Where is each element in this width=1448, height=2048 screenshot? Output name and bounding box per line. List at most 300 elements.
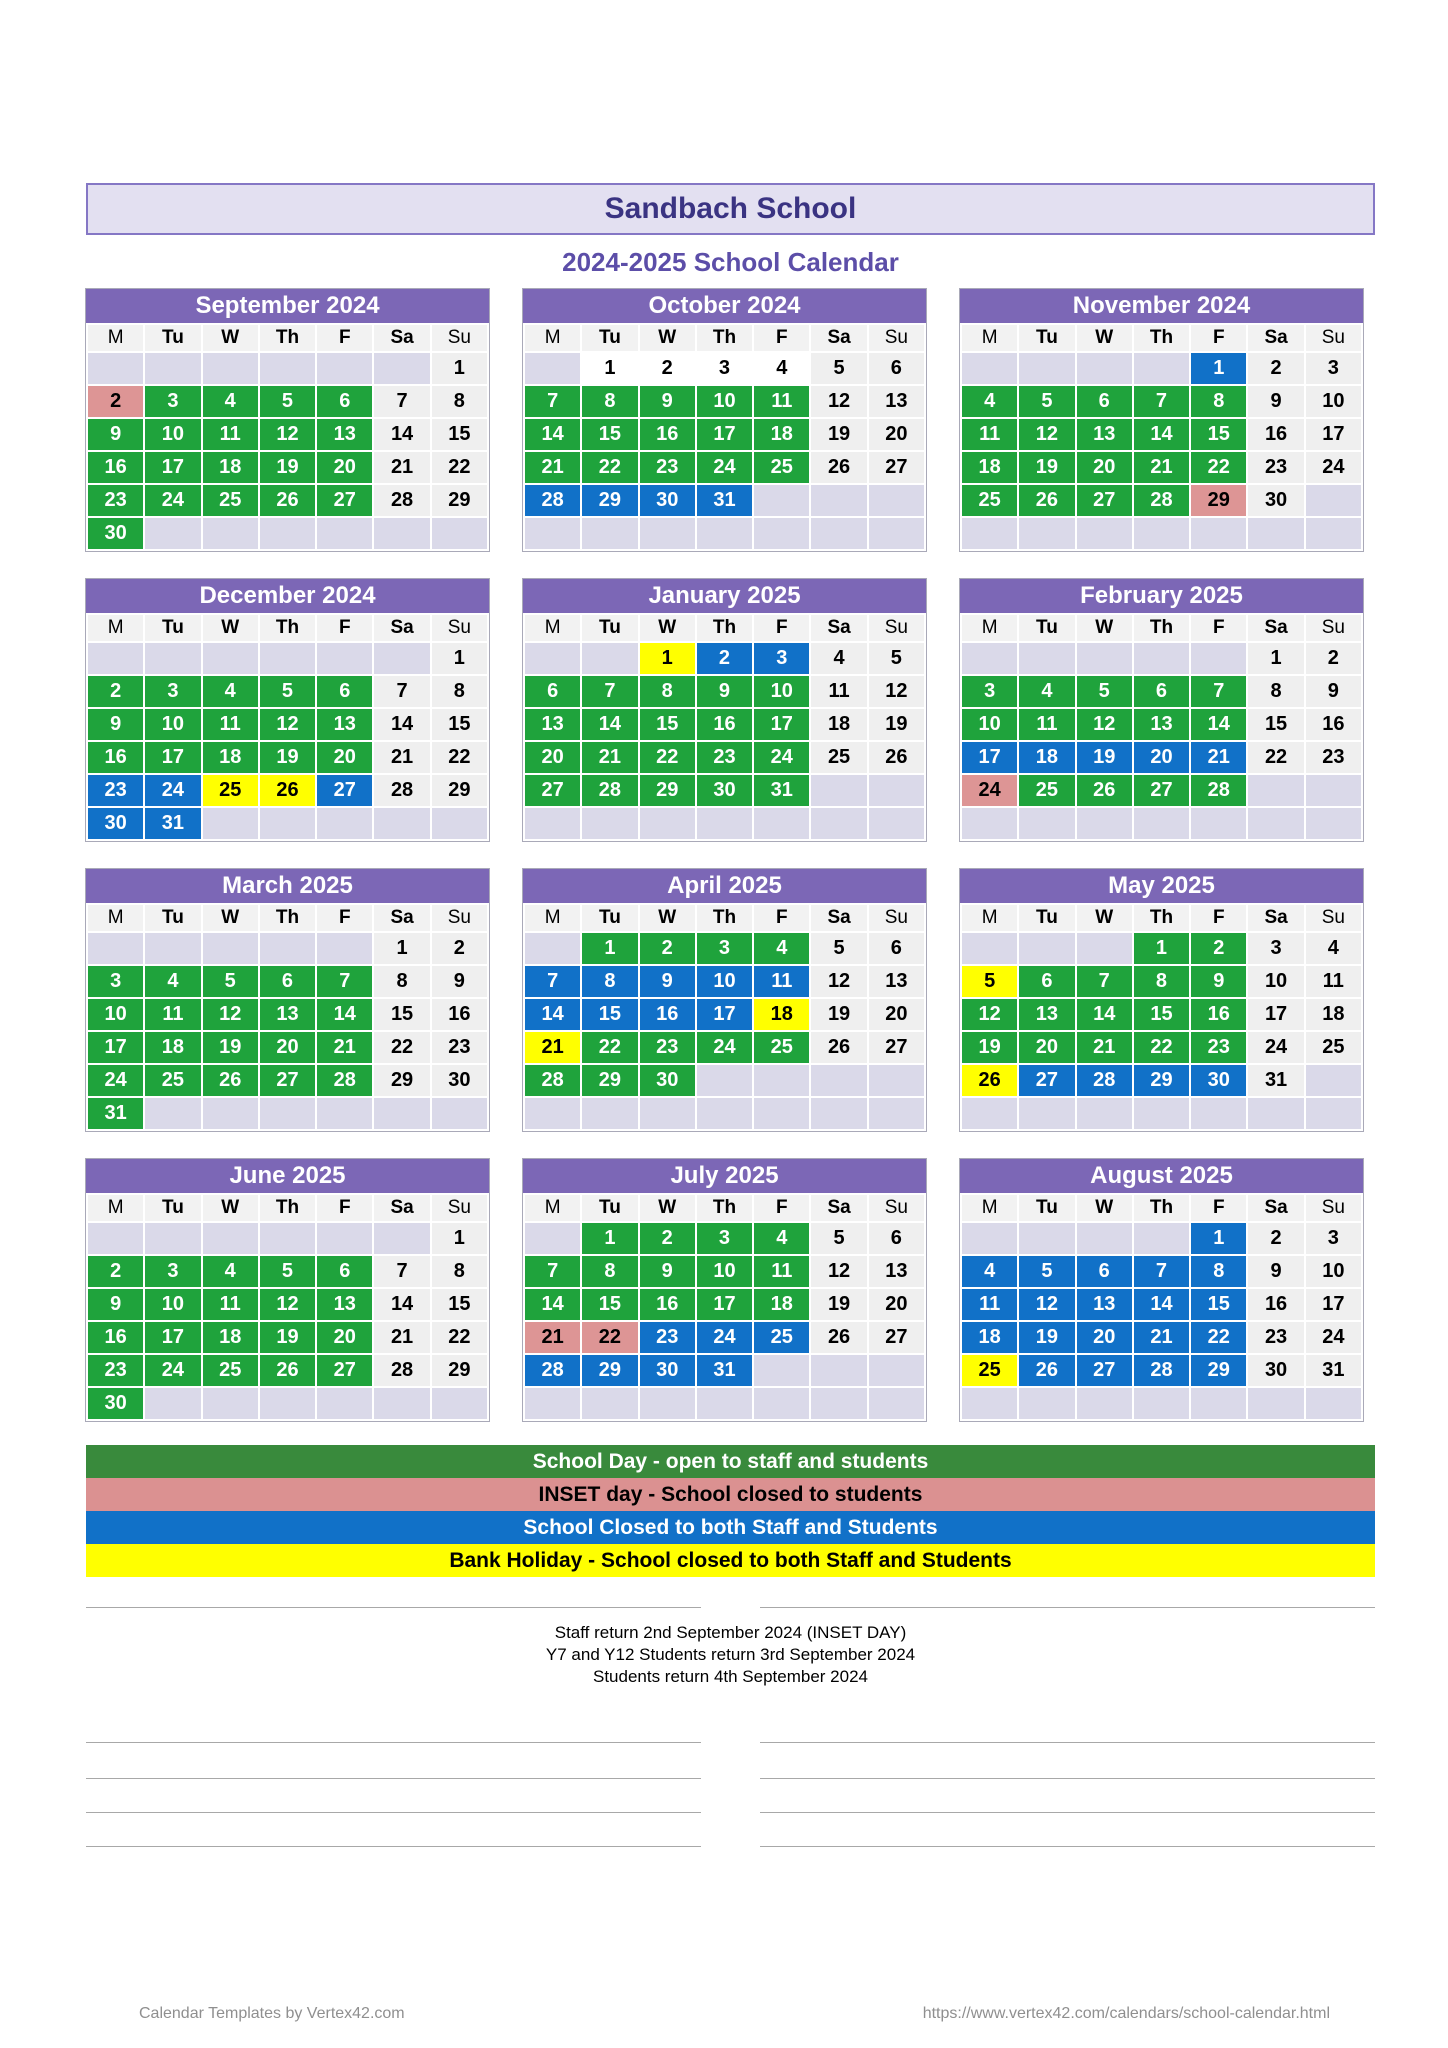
day-cell: 31 [1248,1065,1303,1096]
empty-cell [1306,518,1361,549]
day-of-week-header: Su [1306,905,1361,931]
ruled-line-row [86,1607,1375,1608]
empty-cell [754,518,809,549]
day-cell: 30 [640,1355,695,1386]
empty-cell [1077,808,1132,839]
day-cell: 19 [203,1032,258,1063]
day-cell: 23 [640,452,695,483]
page-footer [86,2005,1375,2023]
day-of-week-header: W [1077,325,1132,351]
day-cell: 25 [203,1355,258,1386]
month-grid [86,613,489,841]
day-cell: 6 [1134,676,1189,707]
empty-cell [1306,1098,1361,1129]
empty-cell [317,353,372,384]
day-cell: 14 [525,1289,580,1320]
empty-cell [1019,353,1074,384]
day-cell: 6 [869,933,924,964]
day-cell: 11 [1019,709,1074,740]
day-cell: 19 [811,999,866,1030]
day-cell: 8 [432,1256,487,1287]
day-cell: 8 [1134,966,1189,997]
day-cell: 5 [1019,1256,1074,1287]
day-of-week-header: F [754,1195,809,1221]
day-cell: 19 [260,742,315,773]
day-cell: 29 [1191,1355,1246,1386]
empty-cell [1248,808,1303,839]
day-cell: 21 [374,742,429,773]
day-of-week-header: Tu [1019,325,1074,351]
empty-cell [962,933,1017,964]
day-cell: 13 [317,709,372,740]
day-cell: 16 [1248,419,1303,450]
day-of-week-header: M [962,325,1017,351]
day-cell: 13 [1077,419,1132,450]
empty-cell [582,808,637,839]
day-cell: 22 [582,1322,637,1353]
empty-cell [203,518,258,549]
day-cell: 6 [1077,1256,1132,1287]
day-cell: 29 [1134,1065,1189,1096]
day-cell: 2 [640,933,695,964]
day-of-week-header: Su [1306,325,1361,351]
day-cell: 25 [754,1032,809,1063]
day-cell: 22 [640,742,695,773]
empty-cell [1077,1223,1132,1254]
day-cell: 18 [203,452,258,483]
day-cell: 1 [1191,1223,1246,1254]
empty-cell [582,1098,637,1129]
empty-cell [1306,775,1361,806]
day-cell: 4 [203,1256,258,1287]
note-line: Y7 and Y12 Students return 3rd September 2024 [545,1645,916,1664]
day-cell: 15 [582,419,637,450]
day-cell: 17 [697,999,752,1030]
day-cell: 5 [260,676,315,707]
month-grid [86,323,489,551]
day-cell: 7 [1191,676,1246,707]
month-title: July 2025 [523,1159,926,1193]
day-cell: 5 [962,966,1017,997]
day-cell: 1 [432,643,487,674]
day-cell: 29 [1191,485,1246,516]
day-cell: 10 [754,676,809,707]
day-cell: 24 [88,1065,143,1096]
day-cell: 4 [1019,676,1074,707]
day-cell: 25 [811,742,866,773]
day-cell: 4 [203,386,258,417]
empty-cell [1134,1223,1189,1254]
month-grid [960,903,1363,1131]
day-of-week-header: M [525,325,580,351]
day-cell: 13 [317,1289,372,1320]
day-cell: 26 [260,1355,315,1386]
empty-cell [432,1098,487,1129]
day-cell: 26 [962,1065,1017,1096]
empty-cell [1248,518,1303,549]
day-of-week-header: W [1077,1195,1132,1221]
day-cell: 30 [88,1388,143,1419]
day-cell: 5 [260,386,315,417]
school-name-banner [86,183,1375,235]
day-cell: 18 [754,999,809,1030]
day-cell: 16 [1191,999,1246,1030]
day-cell: 21 [374,452,429,483]
months-grid [85,288,1364,1422]
empty-cell [754,1098,809,1129]
day-cell: 23 [88,775,143,806]
day-cell: 19 [1077,742,1132,773]
day-cell: 20 [869,419,924,450]
day-of-week-header: W [1077,905,1132,931]
day-cell: 12 [869,676,924,707]
day-cell: 22 [1248,742,1303,773]
day-cell: 23 [697,742,752,773]
empty-cell [374,353,429,384]
day-cell: 1 [1191,353,1246,384]
empty-cell [582,518,637,549]
day-cell: 28 [374,775,429,806]
empty-cell [1019,1098,1074,1129]
day-cell: 30 [1248,485,1303,516]
empty-cell [1191,1098,1246,1129]
day-cell: 25 [1306,1032,1361,1063]
day-cell: 16 [1248,1289,1303,1320]
empty-cell [203,933,258,964]
day-cell: 17 [1306,419,1361,450]
day-cell: 8 [582,1256,637,1287]
day-cell: 31 [1306,1355,1361,1386]
day-cell: 25 [203,485,258,516]
month-calendar [959,578,1364,842]
day-cell: 15 [432,1289,487,1320]
day-cell: 7 [1134,1256,1189,1287]
empty-cell [260,1098,315,1129]
day-cell: 15 [640,709,695,740]
day-cell: 9 [88,1289,143,1320]
day-cell: 10 [1248,966,1303,997]
empty-cell [145,1098,200,1129]
day-cell: 19 [1019,1322,1074,1353]
note-line: Students return 4th September 2024 [592,1667,868,1686]
empty-cell [1306,808,1361,839]
day-of-week-header: F [754,325,809,351]
ruled-line [760,1812,1375,1813]
day-cell: 23 [640,1322,695,1353]
month-calendar [959,868,1364,1132]
month-grid [86,1193,489,1421]
empty-cell [374,1388,429,1419]
empty-cell [869,518,924,549]
day-cell: 28 [374,485,429,516]
day-of-week-header: Th [697,615,752,641]
empty-cell [1306,1065,1361,1096]
day-cell: 28 [1077,1065,1132,1096]
day-of-week-header: Sa [374,1195,429,1221]
day-cell: 14 [1134,419,1189,450]
day-cell: 2 [640,353,695,384]
day-cell: 30 [88,518,143,549]
month-grid [523,613,926,841]
empty-cell [697,808,752,839]
day-cell: 19 [811,419,866,450]
day-of-week-header: F [754,615,809,641]
day-cell: 4 [203,676,258,707]
empty-cell [1019,808,1074,839]
day-cell: 1 [582,1223,637,1254]
month-grid [523,903,926,1131]
day-cell: 30 [640,485,695,516]
day-cell: 10 [962,709,1017,740]
day-cell: 14 [525,999,580,1030]
day-cell: 9 [1248,1256,1303,1287]
day-cell: 7 [374,386,429,417]
legend-item: INSET day - School closed to students [86,1478,1375,1511]
day-cell: 9 [88,419,143,450]
day-cell: 28 [1134,485,1189,516]
ruled-line [86,1846,701,1847]
day-of-week-header: Th [1134,1195,1189,1221]
day-cell: 21 [1134,1322,1189,1353]
day-of-week-header: Tu [582,905,637,931]
empty-cell [1077,1388,1132,1419]
day-cell: 2 [640,1223,695,1254]
day-of-week-header: W [203,325,258,351]
day-cell: 27 [1077,485,1132,516]
ruled-line [86,1812,701,1813]
empty-cell [525,1223,580,1254]
day-cell: 22 [1191,452,1246,483]
empty-cell [260,1388,315,1419]
day-cell: 3 [145,386,200,417]
day-cell: 11 [811,676,866,707]
day-cell: 28 [525,1355,580,1386]
empty-cell [962,1223,1017,1254]
calendar-title: 2024-2025 School Calendar [562,247,899,277]
day-cell: 13 [1019,999,1074,1030]
empty-cell [1191,518,1246,549]
day-cell: 3 [754,643,809,674]
day-cell: 9 [697,676,752,707]
footer-url-link[interactable]: https://www.vertex42.com/calendars/school-calendar.html [922,2005,1330,2022]
day-cell: 12 [1077,709,1132,740]
day-cell: 9 [88,709,143,740]
day-of-week-header: Th [260,615,315,641]
day-of-week-header: Sa [1248,1195,1303,1221]
day-of-week-header: Tu [145,1195,200,1221]
day-cell: 28 [525,1065,580,1096]
day-cell: 20 [1019,1032,1074,1063]
day-cell: 1 [582,353,637,384]
day-cell: 23 [1248,452,1303,483]
day-cell: 7 [1134,386,1189,417]
empty-cell [374,1098,429,1129]
day-of-week-header: Tu [582,1195,637,1221]
day-of-week-header: Th [260,905,315,931]
day-cell: 14 [317,999,372,1030]
day-cell: 21 [582,742,637,773]
day-cell: 14 [525,419,580,450]
day-cell: 28 [317,1065,372,1096]
day-of-week-header: W [640,615,695,641]
empty-cell [1134,643,1189,674]
day-cell: 10 [697,386,752,417]
day-of-week-header: Su [869,615,924,641]
day-of-week-header: F [1191,1195,1246,1221]
month-title: January 2025 [523,579,926,613]
day-of-week-header: W [640,905,695,931]
day-cell: 16 [432,999,487,1030]
day-cell: 23 [1191,1032,1246,1063]
day-cell: 30 [1191,1065,1246,1096]
month-title: December 2024 [86,579,489,613]
empty-cell [962,643,1017,674]
day-cell: 15 [1248,709,1303,740]
day-cell: 27 [317,1355,372,1386]
day-cell: 1 [582,933,637,964]
day-cell: 18 [203,1322,258,1353]
day-cell: 27 [869,1032,924,1063]
day-of-week-header: Sa [811,325,866,351]
day-cell: 22 [432,1322,487,1353]
ruled-line [760,1742,1375,1743]
day-cell: 9 [640,386,695,417]
day-cell: 20 [1077,452,1132,483]
day-cell: 30 [697,775,752,806]
day-cell: 26 [260,485,315,516]
empty-cell [260,808,315,839]
empty-cell [1077,643,1132,674]
day-cell: 24 [145,1355,200,1386]
day-of-week-header: M [88,615,143,641]
day-cell: 24 [697,452,752,483]
day-cell: 9 [432,966,487,997]
empty-cell [962,518,1017,549]
day-cell: 5 [1077,676,1132,707]
day-cell: 12 [962,999,1017,1030]
day-cell: 8 [582,386,637,417]
day-of-week-header: M [962,1195,1017,1221]
empty-cell [525,808,580,839]
day-cell: 3 [145,676,200,707]
day-cell: 14 [582,709,637,740]
month-calendar [522,868,927,1132]
day-of-week-header: M [88,1195,143,1221]
day-cell: 1 [432,1223,487,1254]
day-of-week-header: Sa [1248,905,1303,931]
day-cell: 16 [1306,709,1361,740]
day-cell: 23 [1306,742,1361,773]
day-cell: 29 [582,1355,637,1386]
month-calendar [85,578,490,842]
day-cell: 16 [640,999,695,1030]
empty-cell [754,808,809,839]
day-of-week-header: M [88,325,143,351]
day-cell: 15 [582,1289,637,1320]
month-grid [86,903,489,1131]
empty-cell [962,353,1017,384]
empty-cell [260,518,315,549]
day-cell: 2 [88,676,143,707]
day-cell: 5 [811,933,866,964]
day-cell: 3 [1306,353,1361,384]
empty-cell [1077,1098,1132,1129]
empty-cell [869,485,924,516]
empty-cell [525,643,580,674]
day-cell: 3 [88,966,143,997]
day-cell: 19 [869,709,924,740]
day-cell: 27 [317,485,372,516]
empty-cell [811,808,866,839]
day-cell: 23 [1248,1322,1303,1353]
day-cell: 20 [869,999,924,1030]
day-cell: 18 [962,452,1017,483]
day-cell: 22 [1191,1322,1246,1353]
day-cell: 7 [525,386,580,417]
day-cell: 12 [260,709,315,740]
day-cell: 17 [697,1289,752,1320]
empty-cell [203,1388,258,1419]
day-of-week-header: Sa [374,325,429,351]
day-cell: 4 [811,643,866,674]
day-of-week-header: Th [1134,905,1189,931]
empty-cell [869,775,924,806]
month-grid [523,1193,926,1421]
empty-cell [1134,808,1189,839]
empty-cell [869,1355,924,1386]
empty-cell [317,643,372,674]
empty-cell [962,1098,1017,1129]
day-cell: 3 [962,676,1017,707]
day-cell: 9 [640,966,695,997]
day-cell: 20 [260,1032,315,1063]
day-cell: 3 [697,1223,752,1254]
empty-cell [260,933,315,964]
legend-item: School Closed to both Staff and Students [86,1511,1375,1544]
empty-cell [88,643,143,674]
day-cell: 7 [525,966,580,997]
month-calendar [959,288,1364,552]
empty-cell [260,353,315,384]
day-of-week-header: Th [260,325,315,351]
day-cell: 8 [1191,1256,1246,1287]
empty-cell [869,1098,924,1129]
day-of-week-header: F [317,1195,372,1221]
day-cell: 8 [432,386,487,417]
empty-cell [317,1223,372,1254]
day-cell: 25 [754,452,809,483]
day-cell: 5 [260,1256,315,1287]
month-title: February 2025 [960,579,1363,613]
day-of-week-header: Th [1134,325,1189,351]
empty-cell [203,1098,258,1129]
day-cell: 28 [1191,775,1246,806]
empty-cell [1191,643,1246,674]
day-cell: 17 [754,709,809,740]
day-cell: 2 [1191,933,1246,964]
day-cell: 17 [145,1322,200,1353]
day-of-week-header: Tu [1019,615,1074,641]
day-cell: 15 [1191,1289,1246,1320]
day-cell: 2 [1306,643,1361,674]
day-cell: 7 [582,676,637,707]
day-cell: 2 [88,1256,143,1287]
month-title: October 2024 [523,289,926,323]
day-cell: 17 [88,1032,143,1063]
day-cell: 24 [145,775,200,806]
empty-cell [88,1223,143,1254]
day-cell: 14 [1191,709,1246,740]
